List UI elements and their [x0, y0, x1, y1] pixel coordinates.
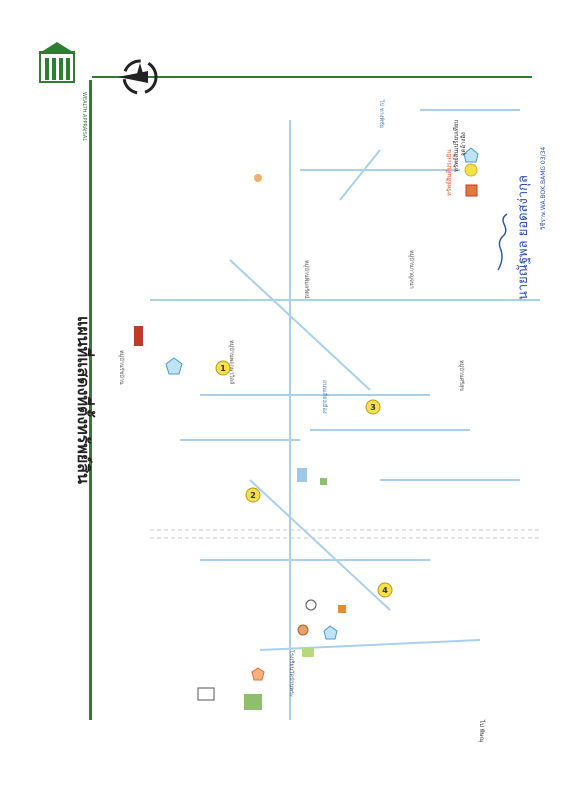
label-village-a: หมู่บ้านพฤกษาวิลล์	[228, 340, 234, 385]
label-village-c: หมู่บ้านศรีสุข	[458, 360, 464, 392]
signature-scribble	[498, 214, 507, 270]
legend	[445, 120, 478, 196]
label-to-phitsanulok: ไป พิษณุ	[478, 720, 485, 743]
label-to-phichai: ไป ทางพิชัย	[378, 100, 384, 128]
label-road-main: ถนนเลี่ยงเมือง	[321, 380, 327, 414]
village-icon	[254, 174, 262, 182]
reference-point-icon[interactable]	[166, 358, 182, 374]
legend-comparable-swatch	[465, 164, 477, 176]
comparable-marker-1[interactable]	[216, 361, 230, 375]
signer-name: นายณัฐพล ยอดสง่ากุล	[516, 175, 531, 300]
legend-subject-swatch	[466, 185, 477, 196]
comparable-marker-2[interactable]	[246, 488, 260, 502]
comparable-marker-4-label: 4	[382, 586, 388, 595]
temple-icon	[298, 625, 308, 635]
building-icon	[297, 468, 307, 482]
legend-label-comparable: ทรัพย์สินเปรียบเทียบ	[453, 119, 460, 172]
page-title: แผนที่แสดงที่ตั้งทรัพย์สิน	[74, 316, 93, 484]
tree-icon	[320, 478, 327, 485]
signature-block	[498, 147, 547, 300]
label-village-b: หมู่บ้านกาญจนา	[408, 250, 414, 289]
gas-station-icon	[306, 600, 316, 610]
label-village-top: หมู่บ้านรัชบ้าน	[118, 350, 124, 385]
label-school: โรงเรียนวัดบ้านพระ	[288, 650, 294, 697]
legend-label-reference: จุดอ้างอิง	[460, 132, 467, 156]
park-icon	[244, 694, 262, 710]
logo-caption: WEALTH APPRAISAL	[81, 92, 87, 142]
comparable-marker-1-label: 1	[220, 364, 226, 373]
reference-point-icon[interactable]	[324, 626, 337, 639]
shop-icon	[338, 605, 346, 613]
comparable-marker-3-label: 3	[370, 403, 376, 412]
market-icon	[302, 648, 314, 657]
landmark-icons	[198, 174, 346, 710]
comparable-marker-4[interactable]	[378, 583, 392, 597]
legend-label-subject: ทรัพย์สินที่ประเมิน	[446, 149, 453, 196]
label-village-d: หมู่บ้านพิมลรัตน์	[303, 260, 309, 299]
school-building-icon	[198, 688, 214, 700]
railway	[150, 530, 540, 538]
signer-license: วิชีราษ.WA.BOK.BAMG 03/34	[540, 146, 547, 230]
logo	[38, 42, 76, 82]
frame-line-top	[92, 76, 532, 78]
road-network	[150, 110, 540, 720]
comparable-marker-3[interactable]	[366, 400, 380, 414]
comparable-marker-2-label: 2	[250, 491, 256, 500]
subject-property-marker[interactable]	[134, 326, 143, 346]
hospital-icon	[252, 668, 264, 680]
